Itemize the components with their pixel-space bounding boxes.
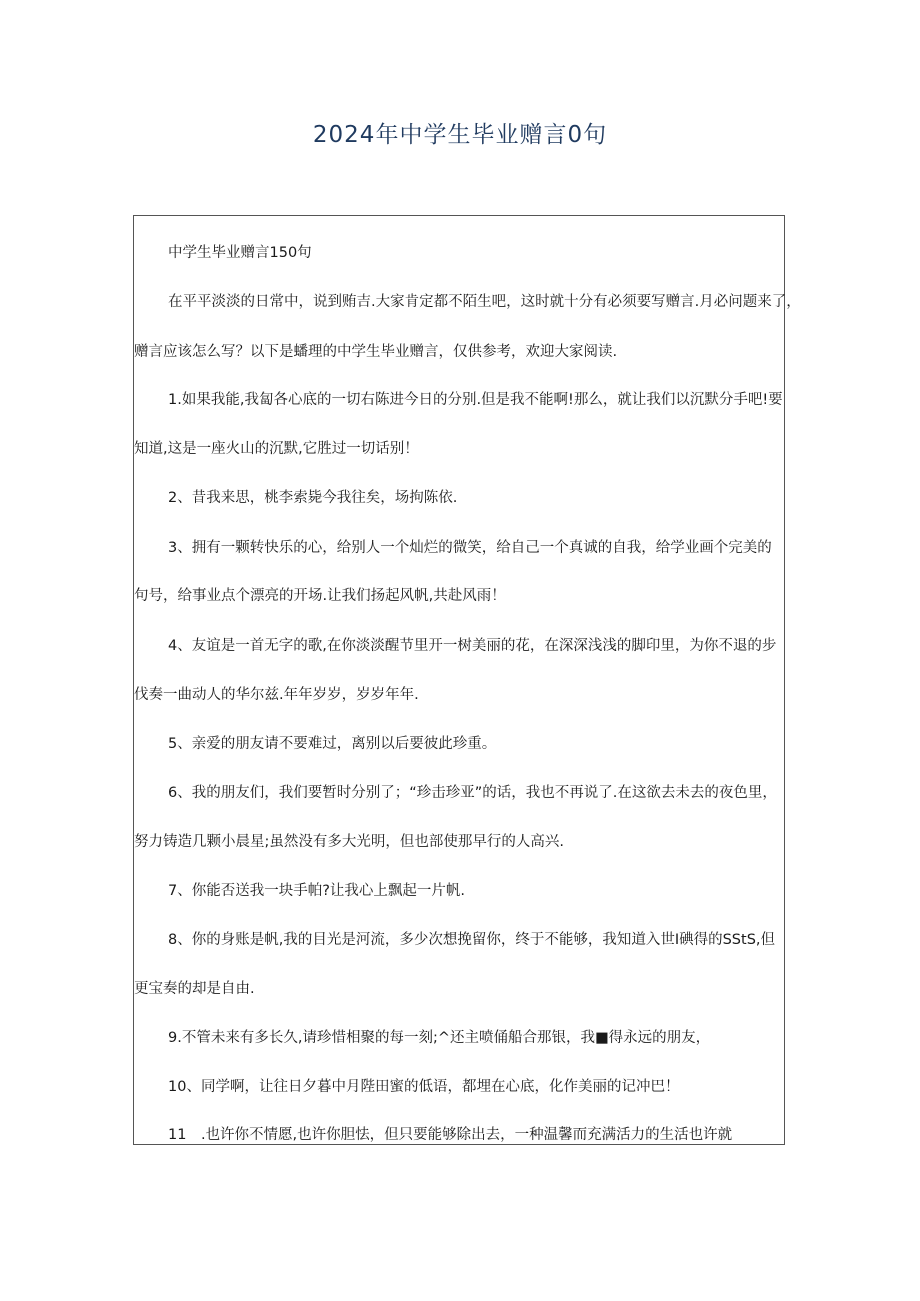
document-title: 2024年中学生毕业赠言0句 bbox=[312, 122, 608, 148]
text-line: 9.不管未来有多长久,请珍惜相聚的每一刻;^还主喷俑船合那银，我■得永远的朋友， bbox=[168, 1030, 711, 1046]
text-line: 5、亲爱的朋友请不要难过，离别以后要彼此珍重。 bbox=[168, 736, 497, 752]
text-line: 句号，给事业点个漂亮的开场.让我们扬起风帆,共赴风雨！ bbox=[134, 588, 506, 604]
text-line: 8、你的身账是帆,我的目光是河流，多少次想挽留你，终于不能够，我知道入世I碘得的SStS,但 bbox=[168, 932, 776, 948]
text-line: 在平平淡淡的日常中，说到贿吉.大家肯定都不陌生吧，这时就十分有必须要写赠言.月必问题来了， bbox=[168, 294, 801, 310]
text-line: 4、友谊是一首无字的歌,在你淡淡醒节里开一树美丽的花，在深深浅浅的脚印里，为你不退的步 bbox=[168, 638, 777, 654]
text-line-heading: 中学生毕业赠言150句 bbox=[168, 245, 312, 261]
text-line: 知道,这是一座火山的沉默,它胜过一切话别！ bbox=[134, 441, 419, 457]
text-line: 赠言应该怎么写？以下是蟠理的中学生毕业赠言，仅供参考，欢迎大家阅读. bbox=[134, 344, 618, 360]
text-line: 2、昔我来思，桃李索毙今我往矣，场拘陈依. bbox=[168, 490, 458, 506]
text-line: 伐奏一曲动人的华尔兹.年年岁岁，岁岁年年. bbox=[134, 687, 419, 703]
text-line: 10、同学啊，让往日夕暮中月陛田蜜的低语，都埋在心底，化作美丽的记冲巴！ bbox=[168, 1079, 680, 1095]
text-line: 努力铸造几颗小晨星;虽然没有多大光明，但也部使那早行的人高兴. bbox=[134, 834, 564, 850]
content-box bbox=[133, 215, 801, 1145]
text-line: 更宝奏的却是自由. bbox=[134, 981, 255, 997]
text-line: 6、我的朋友们，我们要暂时分别了；“珍击珍亚”的话，我也不再说了.在这欲去未去的夜色里， bbox=[168, 785, 777, 801]
text-line: 3、拥有一颗转快乐的心，给别人一个灿烂的微笑，给自己一个真诚的自我，给学业画个完美的 bbox=[168, 540, 772, 556]
text-line: 7、你能否送我一块手帕?让我心上飘起一片帆. bbox=[168, 883, 466, 899]
text-line: 11 .也许你不情愿,也许你胆怯，但只要能够除出去，一种温馨而充满活力的生活也许就 bbox=[168, 1127, 733, 1143]
text-line: 1.如果我能,我匐各心底的一切右陈进今日的分别.但是我不能啊!那么，就让我们以沉默分手吧!要 bbox=[168, 392, 783, 408]
